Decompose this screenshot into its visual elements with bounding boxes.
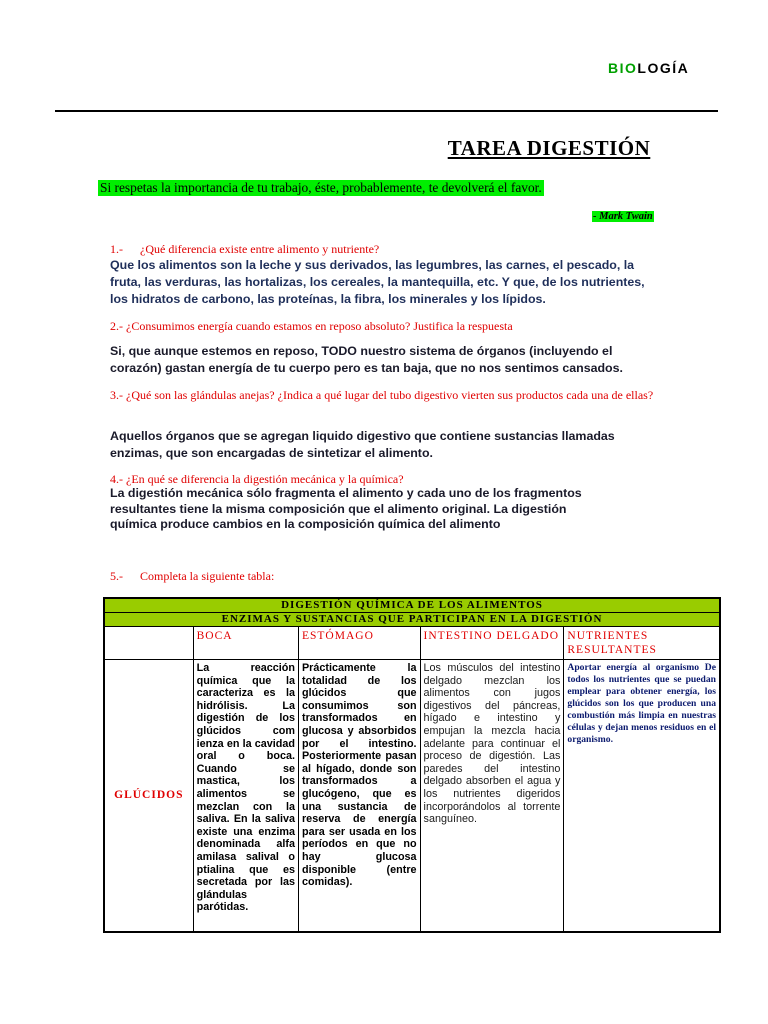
question-4-text: ¿En qué se diferencia la digestión mecánica y la química? [126,472,404,486]
answer-3: Aquellos órganos que se agregan liquido digestivo que contiene sustancias llamadas enzimas, que son encargadas de sintetizar el alimento. [110,429,615,460]
answer-2: Si, que aunque estemos en reposo, TODO nuestro sistema de órganos (incluyendo el corazón) gastan energía de tu cuerpo pero es tan baja, que no nos sentimos cansados. [110,344,623,375]
question-3-text: ¿Qué son las glándulas anejas? ¿Indica a qué lugar del tubo digestivo vierten sus productos cada una de ellas? [126,388,654,402]
subject-suffix: LOGÍA [637,60,690,76]
question-4 [110,472,404,487]
question-5 [110,569,274,584]
quote-text: Si respetas la importancia de tu trabajo, éste, probablemente, te devolverá el favor. [100,180,542,195]
cell-estomago: Prácticamente la totalidad de los glúcidos que consumimos son transformados en glucosa y absorbidos por el intestino. Posteriormente pasan al hígado, donde son transformados a glucógeno, que es una sustancia de reserva de energía para ser usada en los períodos en que no hay glucosa disponible (entre comidas). [298,660,420,932]
question-2-number: 2.- [110,319,123,333]
question-1 [110,242,379,257]
subject-prefix: BIO [608,60,638,76]
row-header-glucidos: GLÚCIDOS [104,660,193,932]
question-1-text: ¿Qué diferencia existe entre alimento y nutriente? [140,242,380,256]
answer-1: Que los alimentos son la leche y sus derivados, las legumbres, las carnes, el pescado, la fruta, las verduras, las hortalizas, los cereales, la mantequilla, etc. Y que, de los nutrientes, los hidratos de carbono, las proteínas, la fibra, los minerales y los lípidos. [110,258,645,306]
answer-4: La digestión mecánica sólo fragmenta el alimento y cada uno de los fragmentos resultantes tiene la misma composición que el alimento original. La digestión química produce cambios en la composición química del alimento [110,486,582,531]
col-header-estomago: ESTÓMAGO [298,627,420,660]
subject-label [608,60,689,76]
col-header-nutrientes: NUTRIENTES RESULTANTES [564,627,720,660]
question-4-number: 4.- [110,472,123,486]
digestion-table [103,597,721,933]
question-3 [110,388,670,402]
table-row [104,660,720,932]
empty-corner-cell [104,627,193,660]
quote-author: - Mark Twain [593,211,653,222]
table-title-row-2 [104,613,720,627]
page-title: TAREA DIGESTIÓN [447,136,651,160]
cell-boca: La reacción química que la caracteriza es la hidrólisis. La digestión de los glúcidos com ienza en la cavidad oral o boca. Cuando se mastica, los alimentos se mezclan con la saliva. En la saliva existe una enzima denominada alfa amilasa salival o ptialina que es secretada por las glándulas parótidas. [193,660,298,932]
table-title-2: ENZIMAS Y SUSTANCIAS QUE PARTICIPAN EN LA DIGESTIÓN [104,613,720,627]
table-title-1: DIGESTIÓN QUÍMICA DE LOS ALIMENTOS [104,598,720,613]
cell-intestino: Los músculos del intestino delgado mezclan los alimentos con jugos digestivos del páncreas, hígado e intestino y empujan la mezcla hacia adelante para continuar el proceso de digestión. Las paredes del intestino delgado absorben el agua y los nutrientes digeridos incorporándolos al torrente sanguíneo. [420,660,564,932]
question-3-number: 3.- [110,388,123,402]
question-5-number: 5.- [110,569,123,583]
cell-nutrientes: Aportar energía al organismo De todos los nutrientes que se puedan emplear para obtener energía, los glúcidos son los que producen una combustión más limpia en nuestras células y dejan menos residuos en el organismo. [564,660,720,932]
question-2 [110,319,513,334]
table-header-row [104,627,720,660]
question-1-number: 1.- [110,242,123,256]
question-5-text: Completa la siguiente tabla: [140,569,275,583]
header-divider [55,110,718,112]
col-header-intestino: INTESTINO DELGADO [420,627,564,660]
question-2-text: ¿Consumimos energía cuando estamos en reposo absoluto? Justifica la respuesta [126,319,513,333]
table-title-row-1 [104,598,720,613]
col-header-boca: BOCA [193,627,298,660]
